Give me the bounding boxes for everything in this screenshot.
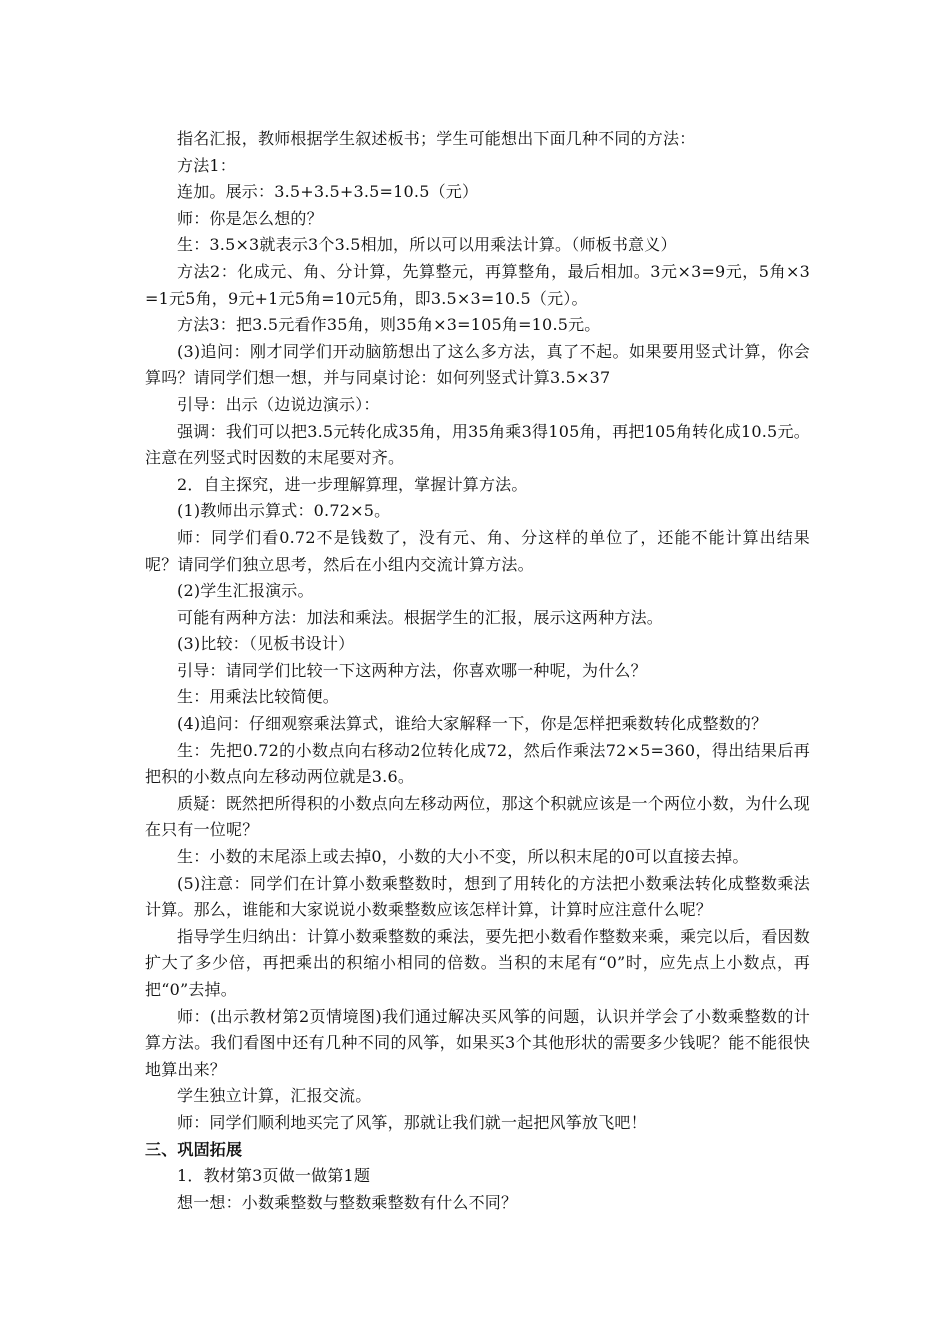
section-heading: 三、巩固拓展 <box>145 1139 243 1159</box>
paragraph: 质疑：既然把所得积的小数点向左移动两位，那这个积就应该是一个两位小数，为什么现在只有一位呢？ <box>145 793 810 840</box>
paragraph: 2．自主探究，进一步理解算理，掌握计算方法。 <box>177 474 528 494</box>
paragraph: 1．教材第3页做一做第1题 <box>177 1166 371 1186</box>
paragraph: (1)教师出示算式：0.72×5。 <box>177 501 391 521</box>
paragraph: 方法3：把3.5元看作35角，则35角×3=105角=10.5元。 <box>177 315 601 335</box>
paragraph: 连加。展示：3.5+3.5+3.5=10.5（元） <box>177 182 479 202</box>
paragraph: 方法2：化成元、角、分计算，先算整元，再算整角，最后相加。3元×3=9元，5角×3=1元5角，9元+1元5角=10元5角，即3.5×3=10.5（元）。 <box>145 261 810 308</box>
paragraph: 想一想：小数乘整数与整数乘整数有什么不同？ <box>177 1192 518 1212</box>
paragraph: 强调：我们可以把3.5元转化成35角，用35角乘3得105角，再把105角转化成10.5元。注意在列竖式时因数的末尾要对齐。 <box>145 421 810 468</box>
paragraph: 师：同学们看0.72不是钱数了，没有元、角、分这样的单位了，还能不能计算出结果呢？请同学们独立思考，然后在小组内交流计算方法。 <box>145 527 810 574</box>
document-body <box>145 126 810 1216</box>
paragraph: 生：先把0.72的小数点向右移动2位转化成72，然后作乘法72×5=360，得出结果后再把积的小数点向左移动两位就是3.6。 <box>145 740 810 787</box>
paragraph: 指导学生归纳出：计算小数乘整数的乘法，要先把小数看作整数来乘，乘完以后，看因数扩大了多少倍，再把乘出的积缩小相同的倍数。当积的末尾有“0”时，应先点上小数点，再把“0”去掉。 <box>145 926 810 999</box>
paragraph: 指名汇报，教师根据学生叙述板书；学生可能想出下面几种不同的方法： <box>177 129 696 148</box>
paragraph: 师：你是怎么想的？ <box>177 208 323 228</box>
paragraph: 师：(出示教材第2页情境图)我们通过解决买风筝的问题，认识并学会了小数乘整数的计算方法。我们看图中还有几种不同的风筝，如果买3个其他形状的需要多少钱呢？能不能很快地算出来？ <box>145 1006 810 1079</box>
paragraph: (2)学生汇报演示。 <box>177 581 314 601</box>
paragraph: 方法1： <box>177 155 236 175</box>
paragraph: 生：3.5×3就表示3个3.5相加，所以可以用乘法计算。（师板书意义） <box>177 235 677 255</box>
paragraph: (3)比较：（见板书设计） <box>177 634 355 654</box>
paragraph: (3)追问：刚才同学们开动脑筋想出了这么多方法，真了不起。如果要用竖式计算，你会算吗？请同学们想一想，并与同桌讨论：如何列竖式计算3.5×37 <box>145 341 810 388</box>
paragraph: 引导：请同学们比较一下这两种方法，你喜欢哪一种呢，为什么？ <box>177 660 647 680</box>
paragraph: (5)注意：同学们在计算小数乘整数时，想到了用转化的方法把小数乘法转化成整数乘法计算。那么，谁能和大家说说小数乘整数应该怎样计算，计算时应注意什么呢？ <box>145 873 810 920</box>
paragraph: 引导：出示（边说边演示）： <box>177 394 380 414</box>
paragraph: 学生独立计算，汇报交流。 <box>177 1086 372 1106</box>
paragraph: 生：用乘法比较简便。 <box>177 687 340 707</box>
paragraph: 可能有两种方法：加法和乘法。根据学生的汇报，展示这两种方法。 <box>177 607 664 627</box>
paragraph: 师：同学们顺利地买完了风筝，那就让我们就一起把风筝放飞吧！ <box>177 1112 647 1132</box>
paragraph: 生：小数的末尾添上或去掉0，小数的大小不变，所以积末尾的0可以直接去掉。 <box>177 847 749 867</box>
paragraph: (4)追问：仔细观察乘法算式，谁给大家解释一下，你是怎样把乘数转化成整数的？ <box>177 714 768 734</box>
